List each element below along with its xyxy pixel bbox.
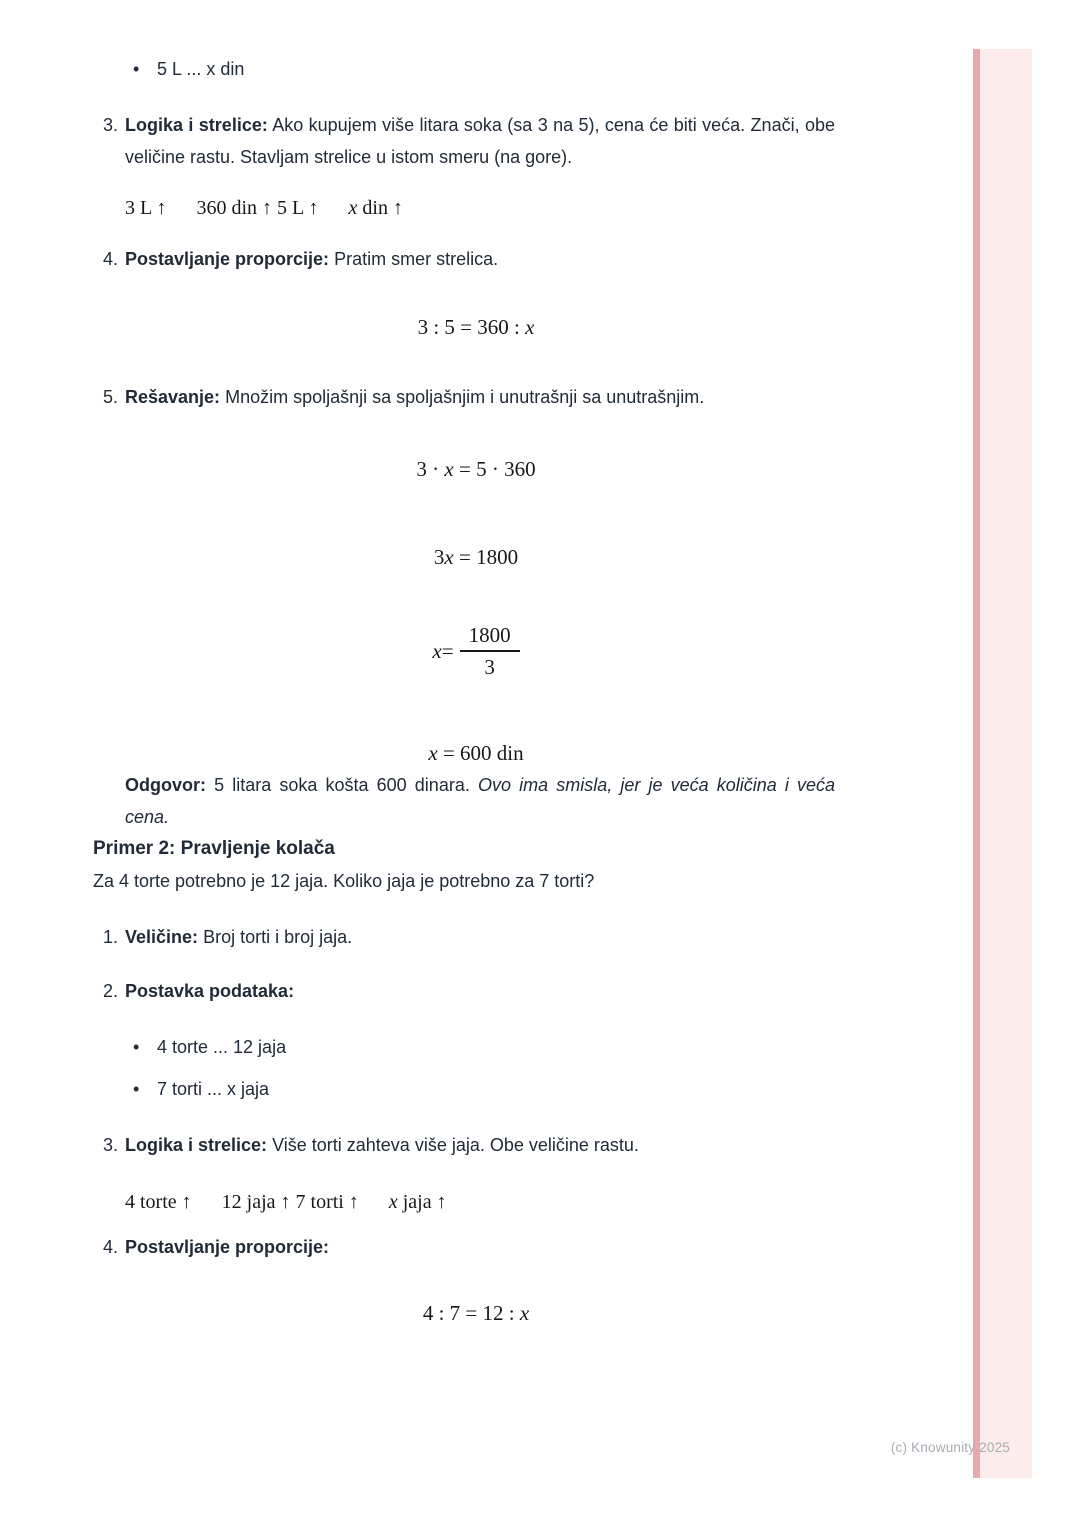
answer-note: Ovo ima smisla, jer je veća količina i veća cena. <box>125 775 835 827</box>
bullet-icon: • <box>133 1037 140 1057</box>
list-item <box>93 1073 835 1105</box>
math-segment: 3 : 5 = 360 : <box>417 315 526 339</box>
step-number: 3. <box>102 115 118 135</box>
math-arrows-line <box>93 1187 835 1217</box>
step-body: Ako kupujem više litara soka (sa 3 na 5), cena će biti veća. Znači, obe veličine rastu. Stavljam strelice u istom smeru (na gore). <box>125 115 835 167</box>
numbered-step <box>93 243 835 275</box>
math-segment: jaja ↑ <box>397 1191 447 1213</box>
document-content <box>93 0 835 1329</box>
math-segment: = 600 din <box>437 741 524 765</box>
numbered-step <box>93 921 835 953</box>
math-segment: 3 · <box>416 457 445 481</box>
step-label: Logika i strelice: <box>125 1135 268 1155</box>
math-segment: = 1800 <box>453 545 519 569</box>
step-body: Broj torti i broj jaja. <box>203 927 353 947</box>
list-item-text: 5 L ... x din <box>157 59 245 79</box>
bullet-icon: • <box>133 59 140 79</box>
math-segment: 360 din ↑ 5 L ↑ <box>196 197 319 219</box>
problem-statement: Za 4 torte potrebno je 12 jaja. Koliko jaja je potrebno za 7 torti? <box>93 871 595 891</box>
step-text <box>125 243 835 275</box>
step-label: Rešavanje: <box>125 387 221 407</box>
math-variable: x <box>444 457 454 481</box>
math-variable: x <box>432 639 442 663</box>
equation-3x <box>93 541 835 573</box>
copyright-footer: (c) Knowunity 2025 <box>890 1440 1010 1455</box>
math-segment: = 5 · 360 <box>453 457 536 481</box>
step-body: Više torti zahteva više jaja. Obe veličine rastu. <box>272 1135 639 1155</box>
list-item <box>93 53 835 85</box>
step-text <box>125 1231 835 1263</box>
equation-cross-multiply <box>93 453 835 485</box>
step-number: 3. <box>102 1135 118 1155</box>
math-segment: 4 torte ↑ <box>125 1191 192 1213</box>
math-variable: x <box>525 315 535 339</box>
list-item-text: 7 torti ... x jaja <box>157 1079 270 1099</box>
step-text <box>125 975 835 1007</box>
equation-proportion <box>93 1297 835 1329</box>
answer-label: Odgovor: <box>125 775 206 795</box>
math-segment: din ↑ <box>357 197 403 219</box>
page-side-accent-bar <box>973 49 1032 1478</box>
math-variable: x <box>444 545 454 569</box>
step-text <box>125 381 835 413</box>
math-segment: 3 <box>433 545 445 569</box>
step-label: Postavljanje proporcije: <box>125 1237 330 1257</box>
answer-paragraph <box>93 769 835 833</box>
step-body: Množim spoljašnji sa spoljašnjim i unutrašnji sa unutrašnjim. <box>225 387 705 407</box>
math-variable: x <box>428 741 438 765</box>
answer-text: 5 litara soka košta 600 dinara. <box>214 775 470 795</box>
step-number: 2. <box>102 981 118 1001</box>
numbered-step <box>93 109 835 173</box>
step-text <box>125 1129 835 1161</box>
math-segment: 3 L ↑ <box>125 197 167 219</box>
step-label: Postavljanje proporcije: <box>125 249 330 269</box>
step-number: 5. <box>102 387 118 407</box>
step-label: Postavka podataka: <box>125 981 295 1001</box>
math-segment <box>349 197 403 219</box>
math-arrows-line <box>93 193 835 223</box>
fraction <box>460 620 520 682</box>
equation-result <box>93 737 835 769</box>
equation-fraction <box>93 613 835 689</box>
step-text <box>125 109 835 173</box>
numbered-step <box>93 381 835 413</box>
step-label: Logika i strelice: <box>125 115 268 135</box>
section-heading: Primer 2: Pravljenje kolača <box>93 838 335 859</box>
step-body: Pratim smer strelica. <box>334 249 499 269</box>
numbered-step <box>93 1231 835 1263</box>
list-item-text: 4 torte ... 12 jaja <box>157 1037 287 1057</box>
list-item <box>93 1031 835 1063</box>
step-text <box>125 921 835 953</box>
accent-stripe <box>973 49 980 1478</box>
math-variable: x <box>519 1301 530 1325</box>
fraction-denominator: 3 <box>484 655 495 679</box>
numbered-step <box>93 1129 835 1161</box>
math-segment: 12 jaja ↑ 7 torti ↑ <box>221 1191 359 1213</box>
math-variable: x <box>348 197 358 219</box>
step-number: 1. <box>102 927 118 947</box>
equation-proportion <box>93 311 835 343</box>
step-label: Veličine: <box>125 927 199 947</box>
bullet-icon: • <box>133 1079 140 1099</box>
step-number: 4. <box>102 249 118 269</box>
step-number: 4. <box>102 1237 118 1257</box>
math-variable: x <box>388 1191 398 1213</box>
math-segment: 4 : 7 = 12 : <box>422 1301 520 1325</box>
fraction-numerator: 1800 <box>460 620 520 652</box>
math-segment <box>389 1191 447 1213</box>
numbered-step <box>93 975 835 1007</box>
math-segment: = <box>441 639 454 663</box>
